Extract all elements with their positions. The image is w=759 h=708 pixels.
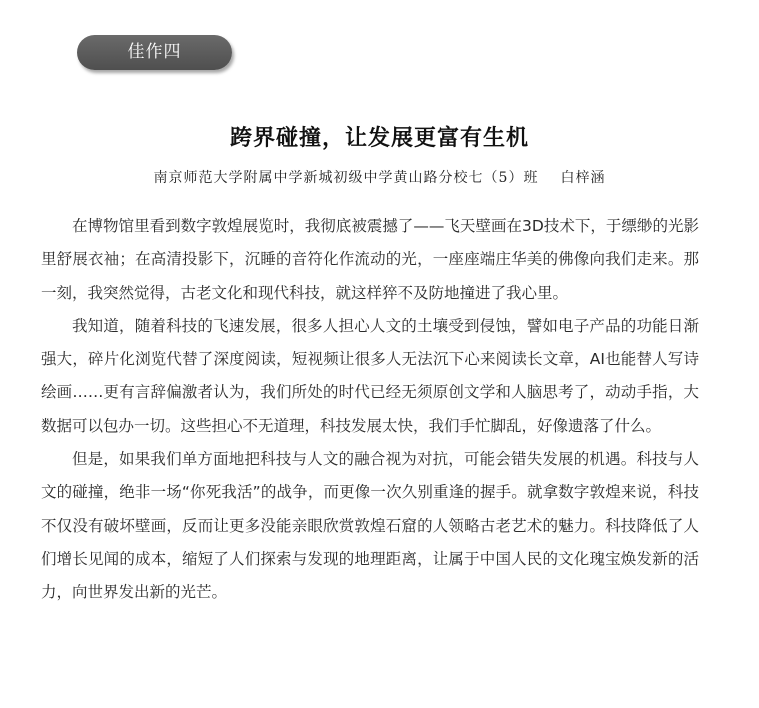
paragraph: 但是，如果我们单方面地把科技与人文的融合视为对抗，可能会错失发展的机遇。科技与人文的碰撞，绝非一场“你死我活”的战争，而更像一次久别重逢的握手。就拿数字敦煌来说，科技不仅没有破坏壁画，反而让更多没能亲眼欣赏敦煌石窟的人领略古老艺术的魅力。科技降低了人们增长见闻的成本，缩短了人们探索与发现的地理距离，让属于中国人民的文化瑰宝焕发新的活力，向世界发出新的光芒。 [41,450,699,602]
article-title: 跨界碰撞，让发展更富有生机 [229,126,529,151]
section-label: 佳作四 [77,35,232,70]
byline-author: 白梓涵 [560,170,606,186]
paragraph: 在博物馆里看到数字敦煌展览时，我彻底被震撼了——飞天壁画在3D技术下，于缥缈的光影里舒展衣袖；在高清投影下，沉睡的音符化作流动的光，一座座端庄华美的佛像向我们走来。那一刻，我突然觉得，古老文化和现代科技，就这样猝不及防地撞进了我心里。 [41,217,699,302]
byline [0,166,759,190]
paragraph: 我知道，随着科技的飞速发展，很多人担心人文的土壤受到侵蚀，譬如电子产品的功能日渐强大，碎片化浏览代替了深度阅读，短视频让很多人无法沉下心来阅读长文章，AI也能替人写诗绘画……更有言辞偏激者认为，我们所处的时代已经无须原创文学和人脑思考了，动动手指，大数据可以包办一切。这些担心不无道理，科技发展太快，我们手忙脚乱，好像遗落了什么。 [41,316,699,435]
article-body [41,210,699,610]
byline-school: 南京师范大学附属中学新城初级中学黄山路分校七（5）班 [153,170,539,186]
